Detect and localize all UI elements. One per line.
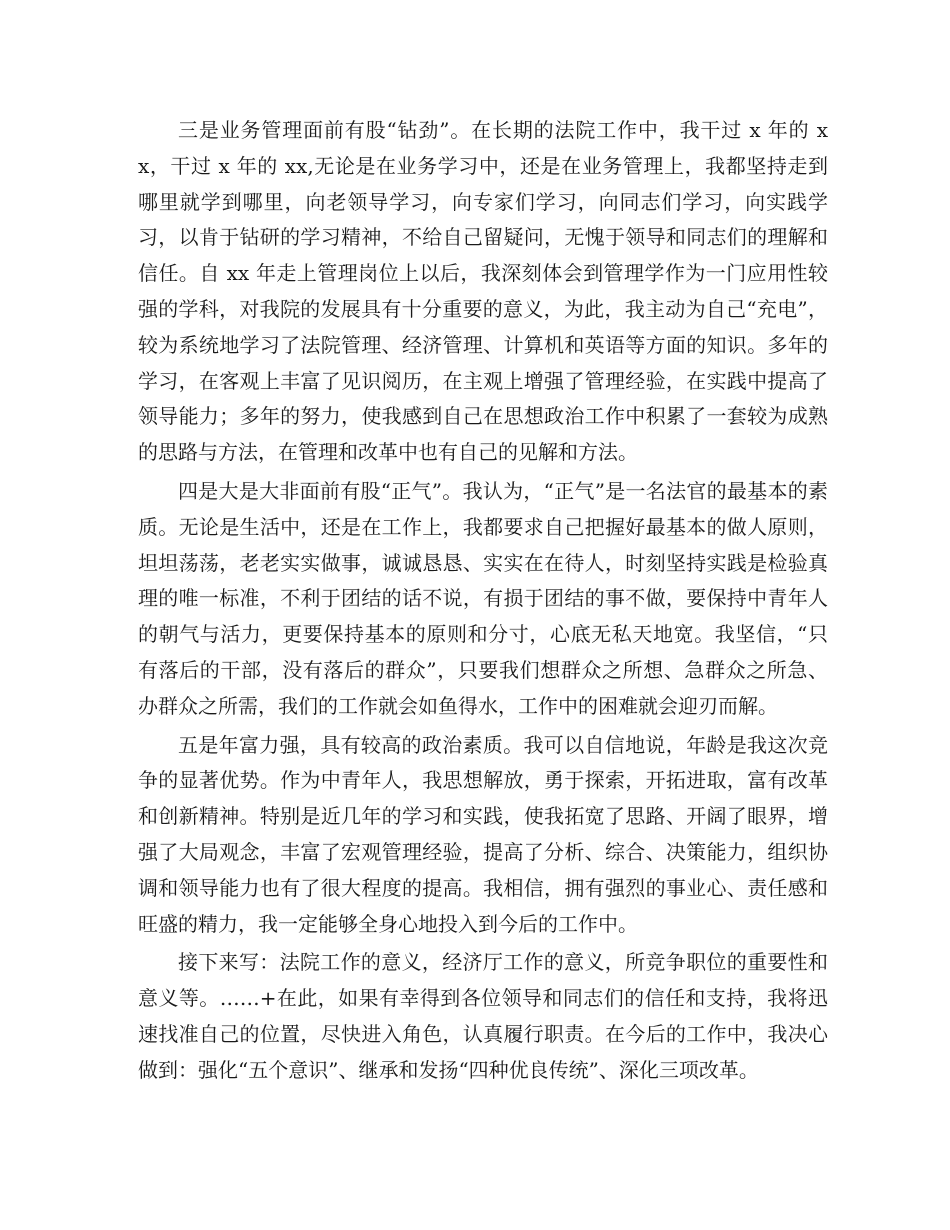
- paragraph-2: 四是大是大非面前有股“正气”。我认为，“正气”是一名法官的最基本的素质。无论是生活中，还是在工作上，我都要求自己把握好最基本的做人原则，坦坦荡荡，老老实实做事，诚诚恳恳、实实在在待人，时刻坚持实践是检验真理的唯一标准，不利于团结的话不说，有损于团结的事不做，要保持中青年人的朝气与活力，更要保持基本的原则和分寸，心底无私天地宽。我坚信，“只有落后的干部，没有落后的群众”，只要我们想群众之所想、急群众之所急、办群众之所需，我们的工作就会如鱼得水，工作中的困难就会迎刃而解。: [138, 478, 828, 718]
- paragraph-4: 接下来写：法院工作的意义，经济厅工作的意义，所竞争职位的重要性和意义等。……+在此，如果有幸得到各位领导和同志们的信任和支持，我将迅速找准自己的位置，尽快进入角色，认真履行职责。在今后的工作中，我决心做到：强化“五个意识”、继承和发扬“四种优良传统”、深化三项改革。: [138, 950, 828, 1082]
- paragraph-1: 三是业务管理面前有股“钻劲”。在长期的法院工作中，我干过 x 年的 xx，干过 x 年的 xx,无论是在业务学习中，还是在业务管理上，我都坚持走到哪里就学到哪里，向老领导学习，向专家们学习，向同志们学习，向实践学习，以肯于钻研的学习精神，不给自己留疑问，无愧于领导和同志们的理解和信任。自 xx 年走上管理岗位上以后，我深刻体会到管理学作为一门应用性较强的学科，对我院的发展具有十分重要的意义，为此，我主动为自己“充电”，较为系统地学习了法院管理、经济管理、计算机和英语等方面的知识。多年的学习，在客观上丰富了见识阅历，在主观上增强了管理经验，在实践中提高了领导能力；多年的努力，使我感到自己在思想政治工作中积累了一套较为成熟的思路与方法，在管理和改革中也有自己的见解和方法。: [138, 118, 828, 465]
- document-body: [138, 113, 828, 1092]
- paragraph-3: 五是年富力强，具有较高的政治素质。我可以自信地说，年龄是我这次竞争的显著优势。作为中青年人，我思想解放，勇于探索，开拓进取，富有改革和创新精神。特别是近几年的学习和实践，使我拓宽了思路、开阔了眼界，增强了大局观念，丰富了宏观管理经验，提高了分析、综合、决策能力，组织协调和领导能力也有了很大程度的提高。我相信，拥有强烈的事业心、责任感和旺盛的精力，我一定能够全身心地投入到今后的工作中。: [138, 732, 828, 936]
